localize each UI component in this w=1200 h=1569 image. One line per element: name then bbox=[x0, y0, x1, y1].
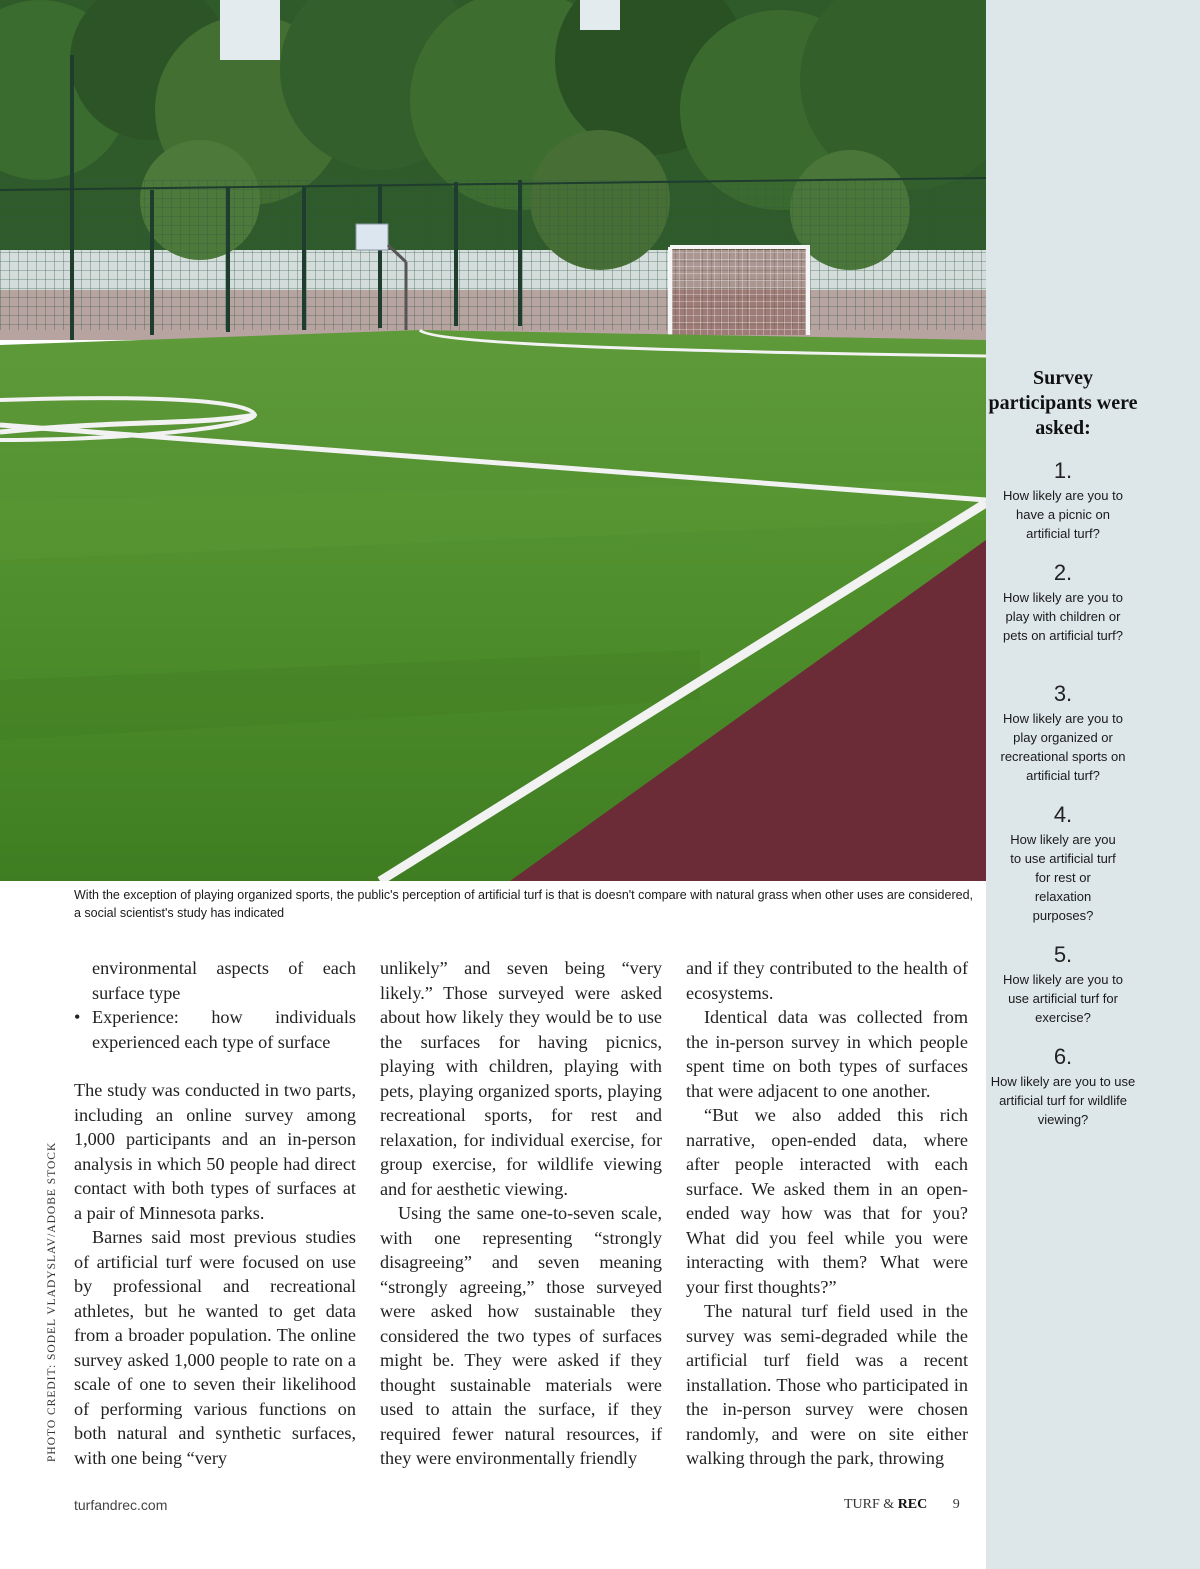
survey-question bbox=[986, 942, 1140, 1027]
paragraph: Identical data was collected from the in-person survey in which people spent time on both types of surfaces that were adjacent to one another. bbox=[686, 1007, 968, 1101]
survey-question bbox=[986, 458, 1140, 543]
paragraph: The natural turf field used in the survey was semi-degraded while the artificial turf field was a recent installation. Those who participated in the in-person survey were chosen randomly, and were on site either walking through the park, throwing bbox=[686, 1301, 968, 1468]
body-column-1 bbox=[74, 956, 356, 1470]
paragraph: unlikely” and seven being “very likely.” Those surveyed were asked about how likely they would be to use the surfaces for having picnics, playing with children, playing with pets, playing organized sports, playing recreational sports, for rest and relaxation, for individual exercise, for group exercise, for wildlife viewing and for aesthetic viewing. bbox=[380, 958, 662, 1199]
survey-question bbox=[986, 1044, 1140, 1129]
photo-caption: With the exception of playing organized sports, the public's perception of artificial turf is that is doesn't compare with natural grass when other uses are considered, a social scientist's study has indicated bbox=[74, 888, 973, 920]
bullet-dot: • bbox=[74, 1007, 81, 1027]
bullet-text: Experience: how individuals experienced each type of surface bbox=[92, 1007, 356, 1052]
question-number: 4. bbox=[1053, 802, 1073, 827]
brand-bold: REC bbox=[897, 1497, 928, 1512]
paragraph: Using the same one-to-seven scale, with one representing “strongly disagreeing” and seven meaning “strongly agreeing,” those surveyed were asked how sustainable they considered the two types of surfaces might be. They were asked if they thought sustainable materials were used to attain the surface, if they required fewer natural resources, if they were environmentally friendly bbox=[380, 1203, 662, 1468]
page-number: 9 bbox=[952, 1497, 960, 1512]
footer-website: turfandrec.com bbox=[74, 1497, 168, 1513]
paragraph: The study was conducted in two parts, including an online survey among 1,000 participants and an in-person analysis in which 50 people had direct contact with both types of surfaces at a pair of Minnesota parks. bbox=[74, 1080, 356, 1223]
survey-sidebar bbox=[986, 0, 1200, 1569]
question-number: 3. bbox=[1053, 681, 1073, 706]
question-text: How likely are you to use artificial turf for exercise? bbox=[1003, 972, 1123, 1025]
bullet-item bbox=[74, 1005, 356, 1054]
question-text: How likely are you to play organized or recreational sports on artificial turf? bbox=[1000, 711, 1126, 783]
body-column-2 bbox=[380, 956, 662, 1471]
question-text: How likely are you to have a picnic on artificial turf? bbox=[1003, 488, 1123, 541]
survey-question bbox=[986, 802, 1140, 925]
paragraph: and if they contributed to the health of ecosystems. bbox=[686, 958, 968, 1003]
survey-question bbox=[986, 681, 1140, 785]
question-text: How likely are you to use artificial turf for rest or relaxation purposes? bbox=[1010, 832, 1116, 923]
goal bbox=[670, 247, 808, 335]
question-number: 2. bbox=[1053, 560, 1073, 585]
question-number: 6. bbox=[1053, 1044, 1073, 1069]
paragraph: “But we also added this rich narrative, open-ended data, where after people interacted with each surface. We asked them in an open-ended way how was that for you? What did you feel while you were interacting with them? What were your first thoughts?” bbox=[686, 1105, 968, 1297]
question-text: How likely are you to use artificial turf for wildlife viewing? bbox=[990, 1074, 1136, 1127]
question-number: 5. bbox=[1053, 942, 1073, 967]
soccer-field-illustration bbox=[0, 0, 986, 881]
brand-prefix: TURF & bbox=[844, 1497, 895, 1512]
question-text: How likely are you to play with children or pets on artificial turf? bbox=[1003, 590, 1123, 643]
survey-question bbox=[986, 560, 1140, 645]
paragraph: Barnes said most previous studies of artificial turf were focused on use by professional and recreational athletes, but he wanted to get data from a broader population. The online survey asked 1,000 people to rate on a scale of one to seven their likelihood of performing various functions on both natural and synthetic surfaces, with one being “very bbox=[74, 1227, 356, 1468]
sidebar-title: Survey participants were asked: bbox=[988, 367, 1138, 439]
footer-brand bbox=[844, 1497, 960, 1513]
question-number: 1. bbox=[1053, 458, 1073, 483]
soccer-field-photo bbox=[0, 0, 986, 881]
photo-credit: PHOTO CREDIT: SODEL VLADYSLAV/ADOBE STOCK bbox=[46, 1141, 58, 1462]
body-column-3 bbox=[686, 956, 968, 1471]
paragraph: environmental aspects of each surface type bbox=[92, 958, 356, 1003]
